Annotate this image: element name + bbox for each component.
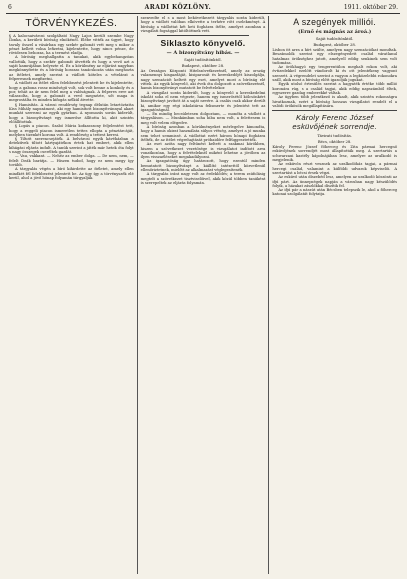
paragraph: Az igazgatóság úgy határozott, hogy ezentúl minden bemutatott bizonyítványt a kiállító intézettől közvetlenül ellenőriztetnek, mielőtt az alkalmazást véglegesítenék.	[140, 159, 266, 173]
divider	[272, 110, 397, 111]
paragraph: — Vau, vakkant. — Nehéz az ember dolga. — De nem, nem, — felelt Deák barátja. — Hiszen tudod, hogy ez nem megy így tovább.	[9, 154, 134, 167]
paragraph: § A kalocsaivárosi szolgáltató Nagy Lajos került szembe Nagy Ilonka, a kerületi bíróság elnökénél. Elébe vitték az ügyet, hogy tavaly ősszel a vásárban egy szekér gabonát vett meg s mikor a pénzt kellett volna lefizetni, kijelentette, hogy nincs pénze, de rövidesen behozza, ha a termést eladja.	[9, 34, 134, 56]
paragraph: A vizsgálat során kiderült, hogy a könyvelő a kereskedelmi iskolát soha el nem végezte, hanem egy ismerősétől kölcsönkért bizonyítványt javított át a saját nevére. A csalás csak akkor derült ki, amikor egy régi iskolatársa felismerte és jelentést tett az igazgatóságnál.	[140, 90, 266, 112]
article-dateline: Budapest, október 28.	[313, 42, 356, 47]
article-dateline: Budapest, október 28.	[181, 63, 225, 69]
paragraph-continued: szenvedte el s a most bekövetkezett tárgyalás során kiderült, hogy a vádlott valóban elkövette a terhére rótt cselekményt. A bíróság a vádlottat két heti fogházra ítélte, amelyet azonban a vizsgálati fogsággal kitöltöttnek vett.	[140, 16, 266, 33]
article-subtitle: — A bizonyítvány hibás. —	[166, 50, 240, 57]
article-byline: Saját tudósítónktól.	[315, 36, 354, 41]
paragraph: A tárgyalás iránt nagy volt az érdeklődés; a terem zsúfolásig megtelt a szövetkezet tisztviselőivel, akik közül többen tanúként is szerepeltek az eljárás folyamán.	[140, 172, 266, 185]
newspaper-page	[6, 4, 400, 574]
paragraph: A bíróság meghallgatta a tanukat, akik egybehangzóan vallották, hogy a szekér gabonát átvették és hogy a vevő azt a saját kamrájában helyezte el. Ez a körülmény az eljárást nagyban megkönnyítette és a bíróság hosszas tanácskozás után meghozta az ítéletet, amely szerint a vádlott köteles a vételárat a felperesnek megfizetni.	[9, 55, 134, 81]
publication-title: ARADI KÖZLÖNY.	[144, 4, 212, 11]
section-title-torvenykezes: TÖRVÉNYKEZÉS.	[25, 17, 118, 29]
article-subtitle: (Ernő és mágnás az ároá.)	[298, 29, 372, 35]
paragraph: — Én mindig becsületesen dolgoztam, — mondta a vádlott a tárgyaláson. — Munkámban soha hiba nem volt, a felettesem is meg volt velem elégedve.	[140, 112, 266, 125]
column-left	[6, 16, 137, 574]
page-number: 6	[8, 4, 12, 11]
paragraph: Az eset azóta nagy feltűnést keltett a szakmai körökben, hiszen a szövetkezet vezetősége is vizsgálatot indított arra vonatkozóan, hogy a felvételeknél miként lehetne a jövőben az ilyen visszaéléseket megakadályozni.	[140, 142, 266, 160]
paragraph: Az esküvő után díszebéd lesz, amelyen az uralkodó köszönti az ifjú párt. Az ünnepségek napján a városban nagy készülődés folyik, a házakat zászlókkal díszítik fel.	[272, 175, 398, 188]
masthead	[6, 4, 400, 14]
article-dateline: Bécs, október 28.	[317, 139, 352, 145]
paragraph: § Hamisítás. A városi rendőrség tegnap délután letartóztatta Kiss Mihály napszámost, aki egy hamisított bizonyítvánnyal akart munkát szerezni az egyik gyárban. A nyomozás során kiderült, hogy a bizonyítványt egy ismerőse állította ki, akit szintén előállítottak.	[9, 102, 134, 124]
paragraph: § Tiltott szerencsejáték. A belvárosi egyik kávéházban a detektívek tiltott kártyajátékon értek hat embert, akik ellen kihágási eljárás indult. A tanúk szerint a játék már hetek óta folyt s nagy összegek cseréltek gazdát.	[9, 137, 134, 155]
article-title-siklaszto-konyvelo: Siklaszto könyvelő.	[160, 38, 246, 49]
issue-date: 1911. október 29.	[343, 4, 398, 11]
column-right	[268, 16, 400, 574]
paragraph: Az Országos Központi Hitelszövetkezetnél, amely az ország valamennyi kisgazdáját, kisiparosát és kereskedőjét kiszolgálja, nagy szenzációt keltett egy eset, amelyet most a bíróság elé vittek. Az egyik könyvelő, aki évek óta dolgozott a szövetkezetnél, hamis bizonyítványt mutatott be felvételekor.	[140, 69, 266, 91]
paragraph: Az esküvőn részt vesznek az uralkodóház tagjai, a pármai hercegi család, valamint a külföldi udvarok képviselői. A szertartást a bécsi érsek végzi.	[272, 162, 398, 175]
divider	[157, 35, 250, 36]
paragraph: A bíróság azonban a körülményeket mérlegelve kimondta, hogy a hamis okirat használata súlyos vétség, amelyet a jó munka sem tehet semmissé. A vádlottat ezért három hónapi fogházra ítélték, de az ítélet végrehajtását próbaidőre felfüggesztették.	[140, 125, 266, 142]
paragraph: A tárgyalás végén a bíró kihirdette az ítéletet, amely ellen mindkét fél felebbezést jelentett be. Az ügy így a törvényszék elé kerül, ahol a jövő hónap folyamán tárgyalják.	[9, 167, 134, 180]
paragraph: Károly Ferenc József főherceg és Zita pármai hercegnő esküvőjének sorrendjét most állapították meg. A szertartás a schwarzaui kastély kápolnájában lesz, amelyre az uralkodó is megjelenik.	[272, 145, 398, 163]
paragraph: A vádlott az ítélet ellen felebbezést jelentett be és kijelentette, hogy a gabona rossz minőségű volt, sok volt benne a konkoly és a por, tehát az ár nem felel meg a valóságnak. A felperes erre azt válaszolta, hogy a gabonát a vevő megnézte, sőt maga is megrostálta és minden kifogás nélkül átvette.	[9, 81, 134, 103]
paragraph: Az örökhagyó egy tengerentúlon meghalt rokon volt, aki évtizedekkel ezelőtt vándorolt ki és ott jelentékeny vagyont szerzett. A végrendelet szerint a vagyon a legközelebbi rokonokra száll, akik most a bíróság előtt igazolják jogukat.	[272, 65, 398, 83]
columns	[6, 16, 400, 574]
column-middle	[137, 16, 269, 574]
paragraph: Egyik utolsó értesülés szerint a hagyaték értéke több millió koronára rúg, s a család tagjai, akik eddig napszámból éltek, egyszerre gazdag emberekké váltak.	[272, 82, 398, 95]
paragraph: Az ifjú pár a nászút után Bécsben telepszik le, ahol a főherceg katonai szolgálatát folytatja.	[272, 188, 398, 197]
article-byline: Távirati tudósítás.	[317, 133, 353, 139]
article-title-szegenyek-millioi: A szegények milliói.	[293, 17, 377, 27]
article-title-karoly-ferenc-jozsef: Károly Ferenc József esküvőjének sorrendje.	[292, 113, 378, 132]
divider	[9, 31, 134, 32]
paragraph: Lisbon itt arra a hírt szülte, amelyen nagy szenzációkat mondtak. Beszámolók szerint egy elszegényedett család váratlanul hatalmas örökséghez jutott, amelyről eddig senkinek sem volt tudomása.	[272, 48, 398, 65]
paragraph: § Lopás a piacon. Szabó Mária kofaasszony feljelentést tett, hogy a reggeli piacon ismeretlen tettes ellopta a pénztárcáját, melyben tizenkét korona volt. A rendőrség a tettest keresi.	[9, 124, 134, 137]
article-byline: Saját tudósítónktól.	[184, 57, 222, 63]
paragraph: Az ügyben több jelentkező is akadt, akik szintén rokonságra hivatkoznak, ezért a bíróság hosszas vizsgálatot rendelt el a valódi örökösök megállapítására.	[272, 95, 398, 108]
